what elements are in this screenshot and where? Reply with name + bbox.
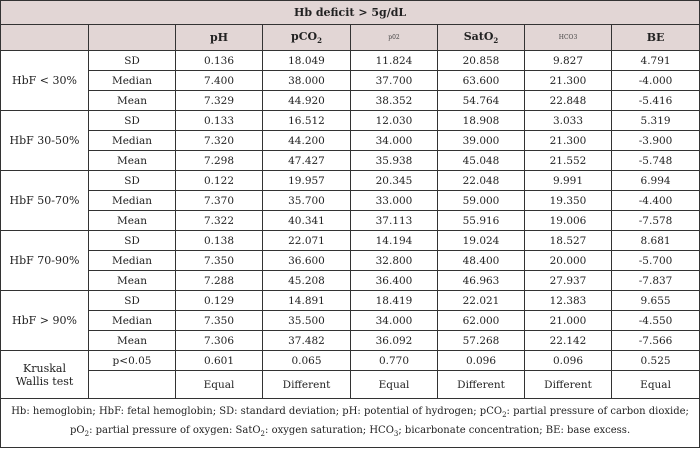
- value-cell: 9.827: [525, 51, 612, 71]
- value-cell: 54.764: [438, 91, 525, 111]
- value-cell: 5.319: [612, 111, 700, 131]
- value-cell: 44.920: [263, 91, 351, 111]
- value-cell: 7.306: [176, 331, 263, 351]
- value-cell: 20.858: [438, 51, 525, 71]
- value-cell: 0.136: [176, 51, 263, 71]
- value-cell: 14.891: [263, 291, 351, 311]
- value-cell: -4.400: [612, 191, 700, 211]
- value-cell: 0.129: [176, 291, 263, 311]
- stat-label: SD: [89, 111, 176, 131]
- value-cell: 37.482: [263, 331, 351, 351]
- value-cell: 37.700: [351, 71, 438, 91]
- value-cell: 18.908: [438, 111, 525, 131]
- value-cell: -4.000: [612, 71, 700, 91]
- stat-label: Median: [89, 131, 176, 151]
- value-cell: 33.000: [351, 191, 438, 211]
- table-row: [1, 171, 700, 191]
- value-cell: 19.006: [525, 211, 612, 231]
- value-cell: 34.000: [351, 131, 438, 151]
- value-cell: 7.400: [176, 71, 263, 91]
- value-cell: -7.837: [612, 271, 700, 291]
- group-label: HbF 30-50%: [1, 111, 89, 171]
- column-header: HCO3: [525, 25, 612, 51]
- table-row: [1, 271, 700, 291]
- value-cell: 7.298: [176, 151, 263, 171]
- empty-header-cell: [89, 25, 176, 51]
- p-value-cell: 0.096: [438, 351, 525, 371]
- table-row: [1, 191, 700, 211]
- column-header: SatO$_2$: [438, 25, 525, 51]
- value-cell: 22.142: [525, 331, 612, 351]
- stat-label: Median: [89, 311, 176, 331]
- value-cell: 4.791: [612, 51, 700, 71]
- kruskal-label: Kruskal Wallis test: [1, 351, 89, 399]
- result-cell: Equal: [351, 371, 438, 399]
- value-cell: 27.937: [525, 271, 612, 291]
- result-cell: Equal: [612, 371, 700, 399]
- column-header: BE: [612, 25, 700, 51]
- value-cell: 14.194: [351, 231, 438, 251]
- stat-label: Mean: [89, 151, 176, 171]
- stat-label: SD: [89, 291, 176, 311]
- value-cell: 59.000: [438, 191, 525, 211]
- value-cell: 45.208: [263, 271, 351, 291]
- p-value-cell: 0.065: [263, 351, 351, 371]
- stat-label: Mean: [89, 211, 176, 231]
- value-cell: 22.071: [263, 231, 351, 251]
- value-cell: 46.963: [438, 271, 525, 291]
- p-value-cell: 0.601: [176, 351, 263, 371]
- stat-label: SD: [89, 51, 176, 71]
- value-cell: 12.030: [351, 111, 438, 131]
- value-cell: -5.700: [612, 251, 700, 271]
- value-cell: 45.048: [438, 151, 525, 171]
- value-cell: 8.681: [612, 231, 700, 251]
- value-cell: 62.000: [438, 311, 525, 331]
- group-label: HbF < 30%: [1, 51, 89, 111]
- value-cell: 47.427: [263, 151, 351, 171]
- value-cell: -7.578: [612, 211, 700, 231]
- stat-label: Mean: [89, 331, 176, 351]
- value-cell: 21.300: [525, 71, 612, 91]
- value-cell: 20.345: [351, 171, 438, 191]
- value-cell: 6.994: [612, 171, 700, 191]
- value-cell: 34.000: [351, 311, 438, 331]
- p-value-cell: 0.525: [612, 351, 700, 371]
- column-header: pCO$_2$: [263, 25, 351, 51]
- group-label: HbF > 90%: [1, 291, 89, 351]
- stat-label: Mean: [89, 91, 176, 111]
- table-row: [1, 91, 700, 111]
- table-row: [1, 111, 700, 131]
- value-cell: 21.552: [525, 151, 612, 171]
- value-cell: 39.000: [438, 131, 525, 151]
- p-value-cell: 0.770: [351, 351, 438, 371]
- value-cell: 19.350: [525, 191, 612, 211]
- value-cell: 18.419: [351, 291, 438, 311]
- value-cell: -4.550: [612, 311, 700, 331]
- empty-cell: [89, 371, 176, 399]
- value-cell: 18.049: [263, 51, 351, 71]
- value-cell: 3.033: [525, 111, 612, 131]
- value-cell: 38.352: [351, 91, 438, 111]
- value-cell: 48.400: [438, 251, 525, 271]
- value-cell: 21.300: [525, 131, 612, 151]
- value-cell: 38.000: [263, 71, 351, 91]
- result-cell: Different: [525, 371, 612, 399]
- value-cell: 44.200: [263, 131, 351, 151]
- table-title: Hb deficit > 5g/dL: [1, 1, 700, 25]
- value-cell: 35.938: [351, 151, 438, 171]
- table-row: [1, 311, 700, 331]
- table-row: [1, 331, 700, 351]
- value-cell: 7.320: [176, 131, 263, 151]
- stat-label: SD: [89, 231, 176, 251]
- table-row: [1, 251, 700, 271]
- value-cell: 7.350: [176, 251, 263, 271]
- value-cell: -7.566: [612, 331, 700, 351]
- value-cell: 7.288: [176, 271, 263, 291]
- table-row: [1, 211, 700, 231]
- table-row: [1, 151, 700, 171]
- stat-label: Median: [89, 251, 176, 271]
- value-cell: 35.700: [263, 191, 351, 211]
- kruskal-pvalue-row: [1, 351, 700, 371]
- value-cell: 55.916: [438, 211, 525, 231]
- value-cell: 36.092: [351, 331, 438, 351]
- value-cell: -5.748: [612, 151, 700, 171]
- value-cell: 57.268: [438, 331, 525, 351]
- value-cell: 7.322: [176, 211, 263, 231]
- p-value-cell: 0.096: [525, 351, 612, 371]
- value-cell: 36.600: [263, 251, 351, 271]
- value-cell: 40.341: [263, 211, 351, 231]
- value-cell: 18.527: [525, 231, 612, 251]
- value-cell: 22.848: [525, 91, 612, 111]
- value-cell: 19.957: [263, 171, 351, 191]
- value-cell: 19.024: [438, 231, 525, 251]
- value-cell: 20.000: [525, 251, 612, 271]
- kruskal-stat: p<0.05: [89, 351, 176, 371]
- table-row: [1, 291, 700, 311]
- value-cell: 7.370: [176, 191, 263, 211]
- value-cell: 21.000: [525, 311, 612, 331]
- value-cell: 32.800: [351, 251, 438, 271]
- value-cell: 7.350: [176, 311, 263, 331]
- value-cell: 0.138: [176, 231, 263, 251]
- value-cell: -5.416: [612, 91, 700, 111]
- table-row: [1, 51, 700, 71]
- column-header: p02: [351, 25, 438, 51]
- table-row: [1, 231, 700, 251]
- value-cell: 36.400: [351, 271, 438, 291]
- value-cell: 37.113: [351, 211, 438, 231]
- value-cell: 12.383: [525, 291, 612, 311]
- value-cell: 35.500: [263, 311, 351, 331]
- value-cell: 22.048: [438, 171, 525, 191]
- stat-label: Median: [89, 191, 176, 211]
- value-cell: 11.824: [351, 51, 438, 71]
- result-cell: Different: [438, 371, 525, 399]
- result-cell: Different: [263, 371, 351, 399]
- value-cell: 0.133: [176, 111, 263, 131]
- value-cell: 9.655: [612, 291, 700, 311]
- group-label: HbF 50-70%: [1, 171, 89, 231]
- table-row: [1, 131, 700, 151]
- value-cell: 9.991: [525, 171, 612, 191]
- value-cell: 7.329: [176, 91, 263, 111]
- value-cell: 16.512: [263, 111, 351, 131]
- empty-header-cell: [1, 25, 89, 51]
- value-cell: 22.021: [438, 291, 525, 311]
- kruskal-result-row: [1, 371, 700, 399]
- table-row: [1, 71, 700, 91]
- stat-label: Median: [89, 71, 176, 91]
- table-footnote: Hb: hemoglobin; HbF: fetal hemoglobin; SD: standard deviation; pH: potential of hydrogen; pCO$_2$: partial pressure of carbon dioxide; $pO_2$: partial pressure of oxygen: SatO$_2$: oxygen saturation; $HCO_3$; bicarbonate concentration; BE: base excess.: [1, 399, 700, 448]
- value-cell: 0.122: [176, 171, 263, 191]
- group-label: HbF 70-90%: [1, 231, 89, 291]
- column-header: pH: [176, 25, 263, 51]
- value-cell: -3.900: [612, 131, 700, 151]
- stat-label: Mean: [89, 271, 176, 291]
- stat-label: SD: [89, 171, 176, 191]
- value-cell: 63.600: [438, 71, 525, 91]
- result-cell: Equal: [176, 371, 263, 399]
